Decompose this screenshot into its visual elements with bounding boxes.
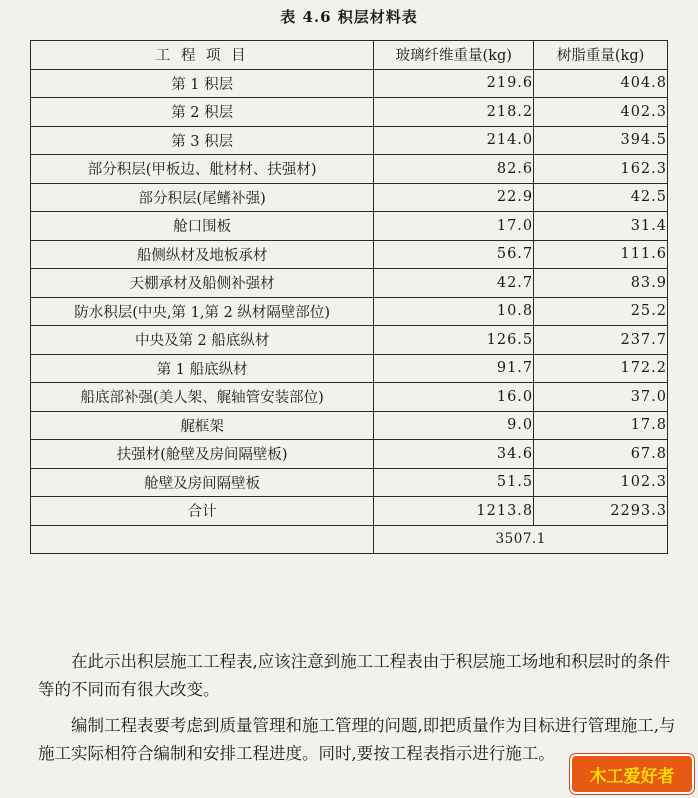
- header-resin-weight: 树脂重量(kg): [534, 41, 668, 70]
- table-row: [31, 354, 668, 383]
- table-row: [31, 183, 668, 212]
- row-fiber: 56.7: [374, 240, 534, 269]
- table-row: [31, 468, 668, 497]
- row-resin: 2293.3: [534, 497, 668, 526]
- row-resin: 67.8: [534, 440, 668, 469]
- table-row: [31, 98, 668, 127]
- table-row: [31, 383, 668, 412]
- row-fiber: 126.5: [374, 326, 534, 355]
- table-row: [31, 126, 668, 155]
- row-item: 船底部补强(美人架、艉轴管安装部位): [31, 383, 374, 412]
- row-resin: 172.2: [534, 354, 668, 383]
- grand-total-value: 3507.1: [374, 525, 668, 554]
- table-row: [31, 440, 668, 469]
- table-row: [31, 155, 668, 184]
- row-resin: 402.3: [534, 98, 668, 127]
- row-resin: 37.0: [534, 383, 668, 412]
- materials-table: [30, 40, 668, 554]
- table-row: [31, 240, 668, 269]
- row-fiber: 34.6: [374, 440, 534, 469]
- row-item: 第 3 积层: [31, 126, 374, 155]
- row-item: 中央及第 2 船底纵材: [31, 326, 374, 355]
- row-item: 艉框架: [31, 411, 374, 440]
- table-row: [31, 69, 668, 98]
- paragraph-1: 在此示出积层施工工程表,应该注意到施工工程表由于积层施工场地和积层时的条件等的不同而有很大改变。: [38, 652, 671, 699]
- row-item: 部分积层(甲板边、舭材材、扶强材): [31, 155, 374, 184]
- paragraph-2: 编制工程表要考虑到质量管理和施工管理的问题,即把质量作为目标进行管理施工,与施工实际相符合编制和安排工程进度。同时,要按工程表指示进行施工。: [38, 716, 676, 763]
- table-row: [31, 411, 668, 440]
- row-resin: 237.7: [534, 326, 668, 355]
- table-row: [31, 297, 668, 326]
- table-row: [31, 212, 668, 241]
- row-resin: 42.5: [534, 183, 668, 212]
- row-resin: 102.3: [534, 468, 668, 497]
- row-fiber: 219.6: [374, 69, 534, 98]
- row-fiber: 17.0: [374, 212, 534, 241]
- row-resin: 404.8: [534, 69, 668, 98]
- row-item: 合计: [31, 497, 374, 526]
- row-fiber: 51.5: [374, 468, 534, 497]
- row-fiber: 214.0: [374, 126, 534, 155]
- row-item: 第 1 积层: [31, 69, 374, 98]
- row-resin: 83.9: [534, 269, 668, 298]
- row-fiber: 10.8: [374, 297, 534, 326]
- table-row-total: [31, 497, 668, 526]
- row-resin: 394.5: [534, 126, 668, 155]
- row-resin: 17.8: [534, 411, 668, 440]
- row-fiber: 91.7: [374, 354, 534, 383]
- row-fiber: 82.6: [374, 155, 534, 184]
- row-fiber: 22.9: [374, 183, 534, 212]
- watermark-logo: 木工爱好者: [570, 754, 694, 794]
- table-header-row: [31, 41, 668, 70]
- table-row: [31, 269, 668, 298]
- row-item: 船侧纵材及地板承材: [31, 240, 374, 269]
- row-item: 防水积层(中央,第 1,第 2 纵材隔壁部位): [31, 297, 374, 326]
- row-fiber: 9.0: [374, 411, 534, 440]
- row-resin: 25.2: [534, 297, 668, 326]
- row-item: 部分积层(尾鳍补强): [31, 183, 374, 212]
- row-fiber: 16.0: [374, 383, 534, 412]
- row-fiber: 1213.8: [374, 497, 534, 526]
- row-item: 舱口围板: [31, 212, 374, 241]
- table-title: 表 4.6 积层材料表: [280, 8, 418, 26]
- row-item: 天棚承材及船侧补强材: [31, 269, 374, 298]
- row-resin: 31.4: [534, 212, 668, 241]
- table-row: [31, 326, 668, 355]
- row-resin: 111.6: [534, 240, 668, 269]
- row-item: 第 1 船底纵材: [31, 354, 374, 383]
- row-item: 扶强材(舱壁及房间隔壁板): [31, 440, 374, 469]
- row-fiber: 42.7: [374, 269, 534, 298]
- row-fiber: 218.2: [374, 98, 534, 127]
- grand-total-blank: [31, 525, 374, 554]
- row-resin: 162.3: [534, 155, 668, 184]
- table-row-grand-total: [31, 525, 668, 554]
- header-fiber-weight: 玻璃纤维重量(kg): [374, 41, 534, 70]
- header-item: 工 程 项 目: [31, 41, 374, 70]
- row-item: 舱壁及房间隔壁板: [31, 468, 374, 497]
- row-item: 第 2 积层: [31, 98, 374, 127]
